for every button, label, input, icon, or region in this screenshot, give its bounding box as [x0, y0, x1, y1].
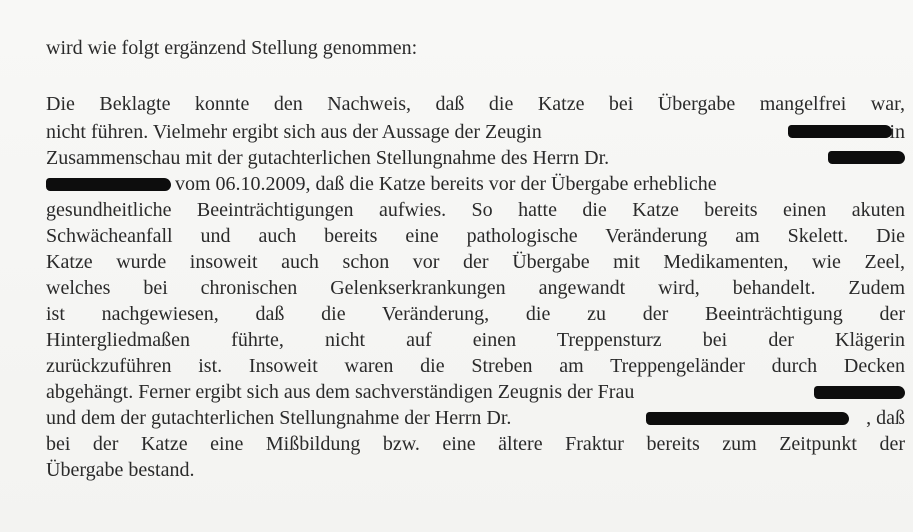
- redaction-bar: [828, 151, 905, 164]
- text-line-2: [46, 119, 905, 145]
- text-line-4: [46, 171, 905, 197]
- text-line-7: Katze wurde insoweit auch schon vor der Übergabe mit Medikamenten, wie Zeel,: [46, 251, 905, 273]
- text-line-4-main: vom 06.10.2009, daß die Katze bereits vor der Übergabe erhebliche: [175, 173, 717, 195]
- text-line-12: [46, 379, 905, 405]
- redaction-bar: [646, 412, 849, 425]
- text-line-2-end: in: [889, 121, 905, 143]
- text-line-13-main: und dem der gutachterlichen Stellungnahme der Herrn Dr.: [46, 407, 512, 429]
- text-line-13-end: , daß: [866, 407, 905, 429]
- text-line-8: welches bei chronischen Gelenkserkrankungen angewandt wird, behandelt. Zudem: [46, 277, 905, 299]
- redaction-bar: [814, 386, 905, 399]
- text-line-12-main: abgehängt. Ferner ergibt sich aus dem sachverständigen Zeugnis der Frau: [46, 381, 635, 403]
- text-line-3-main: Zusammenschau mit der gutachterlichen Stellungnahme des Herrn Dr.: [46, 147, 610, 169]
- text-line-5: gesundheitliche Beeinträchtigungen aufwies. So hatte die Katze bereits einen akuten: [46, 199, 905, 221]
- text-line-13: [46, 405, 905, 431]
- text-line-1: Die Beklagte konnte den Nachweis, daß die Katze bei Übergabe mangelfrei war,: [46, 93, 905, 115]
- text-line-15: Übergabe bestand.: [46, 459, 195, 481]
- text-line-11: zurückzuführen ist. Insoweit waren die Streben am Treppengeländer durch Decken: [46, 355, 905, 377]
- redaction-bar: [46, 178, 171, 191]
- text-line-10: Hintergliedmaßen führte, nicht auf einen Treppensturz bei der Klägerin: [46, 329, 905, 351]
- text-line-14: bei der Katze eine Mißbildung bzw. eine ältere Fraktur bereits zum Zeitpunkt der: [46, 433, 905, 455]
- intro-sentence: wird wie folgt ergänzend Stellung genommen:: [46, 37, 418, 59]
- text-line-2-main: nicht führen. Vielmehr ergibt sich aus der Aussage der Zeugin: [46, 121, 542, 143]
- redaction-bar: [788, 125, 892, 138]
- text-line-6: Schwächeanfall und auch bereits eine pathologische Veränderung am Skelett. Die: [46, 225, 905, 247]
- text-line-9: ist nachgewiesen, daß die Veränderung, die zu der Beeinträchtigung der: [46, 303, 905, 325]
- text-line-3: [46, 145, 905, 171]
